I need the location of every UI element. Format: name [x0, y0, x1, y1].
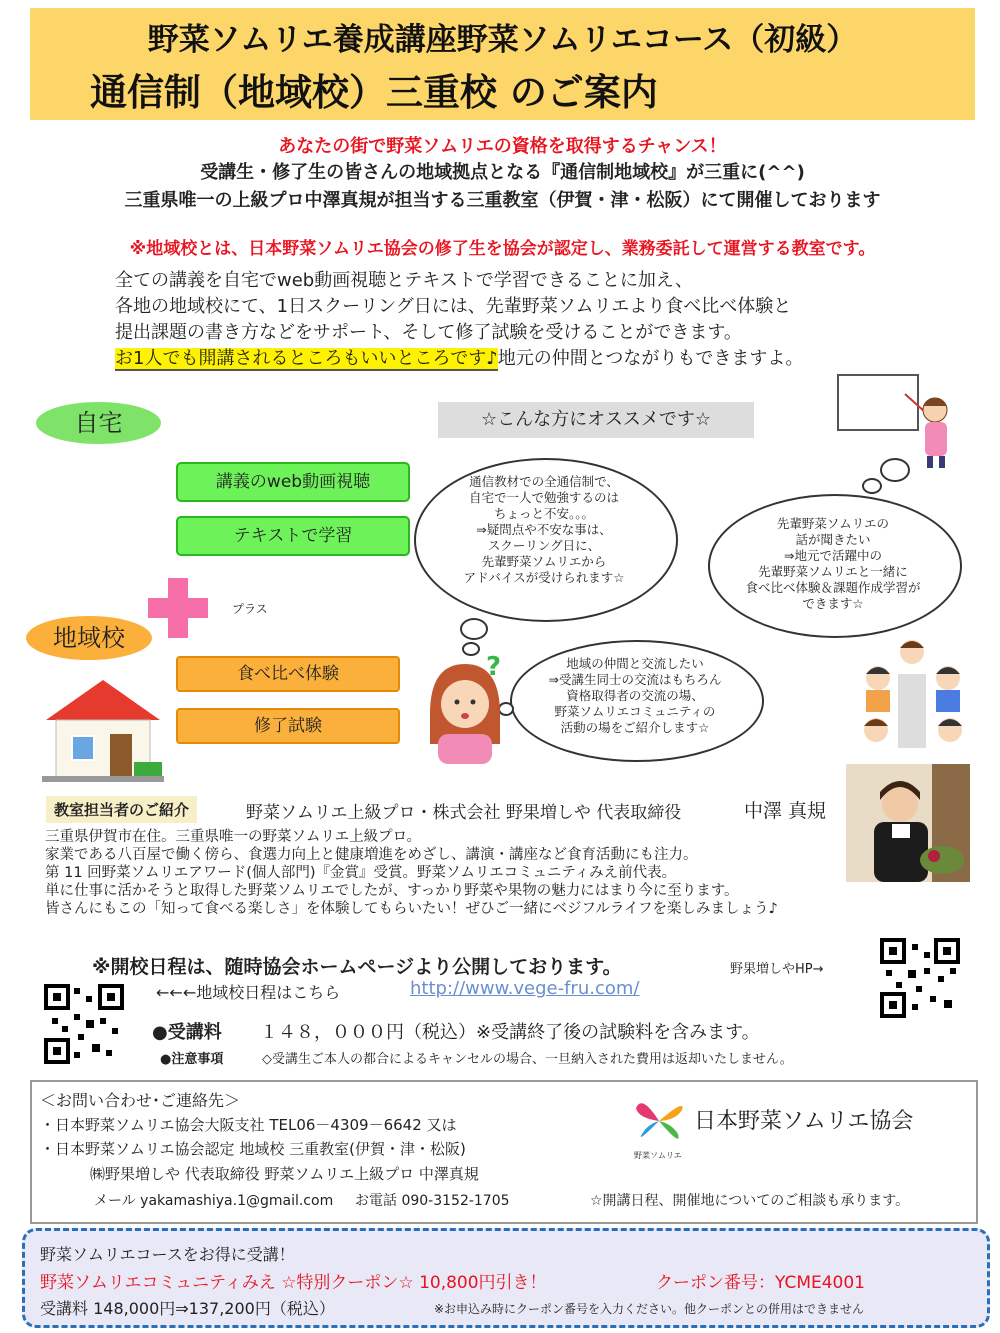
hp-label: 野果増しやHP→: [730, 962, 824, 977]
contact-phone: お電話 090-3152-1705: [355, 1193, 510, 1209]
body-line3: 提出課題の書き方などをサポート、そして修了試験を受けることができます。: [115, 322, 742, 343]
fee-label: ●受講料: [152, 1022, 222, 1043]
qr-code-homepage[interactable]: [880, 938, 960, 1018]
coupon-line2: 野菜ソムリエコミュニティみえ ☆特別クーポン☆ 10,800円引き！: [40, 1273, 547, 1293]
profile-line: 三重県伊賀市在住。三重県唯一の野菜ソムリエ上級プロ。: [45, 829, 421, 845]
contact-line1: ・日本野菜ソムリエ協会大阪支社 TEL06－4309－6642 又は: [40, 1116, 457, 1134]
cloud3-line: ⇒受講生同士の交流はもちろん: [548, 672, 722, 687]
group-meeting-illustration: [850, 634, 970, 758]
profile-title: 野菜ソムリエ上級プロ・株式会社 野果増しや 代表取締役: [246, 803, 682, 823]
coupon-line1: 野菜ソムリエコースをお得に受講！: [40, 1245, 295, 1264]
body-line1: 全ての講義を自宅でweb動画視聴とテキストで学習できることに加え、: [115, 270, 693, 291]
coupon-price: 受講料 148,000円⇒137,200円（税込）: [40, 1299, 335, 1318]
cloud3-line: 野菜ソムリエコミュニティの: [554, 704, 716, 719]
body-line4-rest: 地元の仲間とつながりもできますよ。: [497, 348, 804, 369]
profile-line: 第 11 回野菜ソムリエアワード(個人部門)『金賞』受賞。野菜ソムリエコミュニティみえ前代表。: [45, 865, 677, 881]
cloud1-line: スクーリング日に、: [487, 538, 601, 553]
qr-code-schedule[interactable]: [44, 984, 124, 1064]
fee-amount: １４８，０００円（税込）※受講終了後の試験料を含みます。: [260, 1022, 760, 1043]
plus-label: プラス: [232, 602, 268, 616]
local-school-label: 地域校: [26, 616, 152, 660]
association-logo-sub: 野菜ソムリエ: [634, 1151, 682, 1160]
schedule-arrow-label: ←←←地域校日程はこちら: [156, 983, 341, 1002]
teacher-illustration: [835, 372, 965, 472]
intro-line3: 三重県唯一の上級プロ中澤真規が担当する三重教室（伊賀・津・松阪）にて開催しております: [124, 190, 881, 211]
notes-text: ◇受講生ご本人の都合によるキャンセルの場合、一旦納入された費用は返却いたしません。: [262, 1052, 793, 1067]
profile-line: 皆さんにもこの「知って食べる楽しさ」を体験してもらいたい！ぜひご一緒にベジフルライフを楽しみましょう♪: [45, 901, 778, 917]
local-item-final-exam: 修了試験: [176, 708, 400, 744]
cloud2-line: 先輩野菜ソムリエの: [776, 516, 890, 531]
notes-label: ●注意事項: [160, 1052, 224, 1067]
local-item-tasting: 食べ比べ体験: [176, 656, 400, 692]
home-item-text-study: テキストで学習: [176, 516, 410, 556]
schedule-notice: ※開校日程は、随時協会ホームページより公開しております。: [92, 956, 622, 978]
contact-heading: ＜お問い合わせ･ご連絡先＞: [40, 1091, 241, 1110]
thought-bubble: [880, 458, 910, 482]
page-title-line2: 通信制（地域校）三重校 のご案内: [90, 71, 658, 114]
association-logo-icon: [632, 1094, 686, 1148]
question-mark: ?: [486, 652, 502, 682]
cloud2-line: 話が聞きたい: [795, 532, 871, 547]
intro-headline: あなたの街で野菜ソムリエの資格を取得するチャンス！: [278, 136, 727, 157]
cloud1-line: 通信教材での全通信制で、: [469, 474, 619, 489]
cloud3-line: 活動の場をご紹介します☆: [560, 720, 710, 735]
cloud2-text: [722, 516, 944, 612]
home-item-web-video: 講義のweb動画視聴: [176, 462, 410, 502]
body-line2: 各地の地域校にて、1日スクーリング日には、先輩野菜ソムリエより食べ比べ体験と: [115, 296, 792, 317]
coupon-note: ※お申込み時にクーポン番号を入力ください。他クーポンとの併用はできません: [434, 1302, 865, 1316]
contact-consult: ☆開講日程、開催地についてのご相談も承ります。: [590, 1193, 910, 1209]
cloud2-line: できます☆: [802, 596, 864, 611]
cloud2-line: 先輩野菜ソムリエと一緒に: [758, 564, 908, 579]
profile-name: 中澤 真規: [744, 800, 827, 822]
cloud1-line: ⇒疑問点や不安な事は、: [476, 522, 612, 537]
profile-line: 単に仕事に活かそうと取得した野菜ソムリエでしたが、すっかり野菜や果物の魅力にはまり今に至ります。: [45, 883, 739, 899]
cloud2-line: 食べ比べ体験＆課題作成学習が: [745, 580, 921, 595]
cloud1-text: [430, 474, 658, 586]
recommend-label: ☆こんな方にオススメです☆: [438, 402, 754, 438]
contact-email: メール yakamashiya.1@gmail.com: [94, 1193, 334, 1209]
association-logo-text: 日本野菜ソムリエ協会: [694, 1109, 914, 1134]
plus-icon: [148, 578, 208, 638]
home-label: 自宅: [36, 402, 161, 444]
cloud3-line: 資格取得者の交流の場、: [566, 688, 704, 703]
cloud3-line: 地域の仲間と交流したい: [566, 656, 704, 671]
body-line4: [115, 344, 803, 370]
cloud1-line: 先輩野菜ソムリエから: [481, 554, 607, 569]
contact-line3: ㈱野果増しや 代表取締役 野菜ソムリエ上級プロ 中澤真規: [90, 1165, 479, 1183]
cloud3-text: [524, 656, 746, 736]
highlight-text: お1人でも開講されるところもいいところです♪: [115, 348, 498, 369]
schedule-url-link[interactable]: http://www.vege-fru.com/: [410, 978, 640, 999]
cloud1-line: ちょっと不安。。。: [493, 506, 594, 521]
profile-line: 家業である八百屋で働く傍ら、食選力向上と健康増進をめざし、講演・講座など食育活動にも注力。: [45, 847, 698, 863]
cloud2-line: ⇒地元で活躍中の: [784, 548, 882, 563]
thought-bubble: [862, 478, 882, 494]
coupon-code: クーポン番号：YCME4001: [656, 1273, 865, 1293]
contact-line2: ・日本野菜ソムリエ協会認定 地域校 三重教室(伊賀・津・松阪): [40, 1140, 466, 1158]
page-title-line1: 野菜ソムリエ養成講座野菜ソムリエコース（初級）: [147, 22, 858, 58]
instructor-photo: [846, 764, 970, 882]
house-illustration: [38, 676, 168, 784]
thought-bubble: [460, 618, 488, 640]
intro-note: ※地域校とは、日本野菜ソムリエ協会の修了生を協会が認定し、業務委託して運営する教室です。: [129, 239, 876, 259]
cloud1-line: 自宅で一人で勉強するのは: [468, 490, 619, 505]
profile-section-label: 教室担当者のご紹介: [46, 796, 197, 823]
intro-line2: 受講生・修了生の皆さんの地域拠点となる『通信制地域校』が三重に(^^): [200, 162, 805, 183]
cloud1-line: アドバイスが受けられます☆: [463, 570, 625, 585]
